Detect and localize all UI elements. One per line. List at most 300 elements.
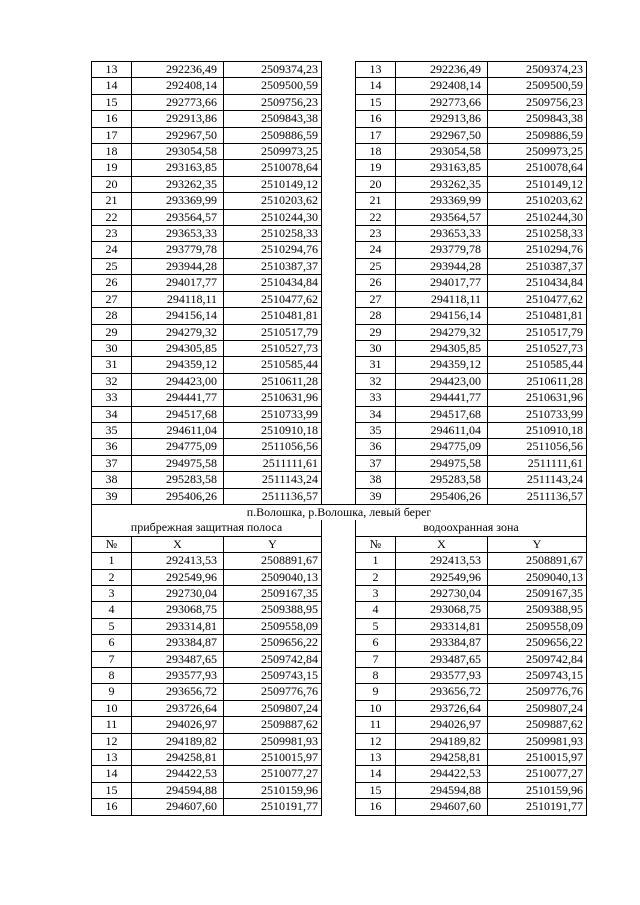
table-row (92, 684, 587, 700)
left-point-number: 27 (92, 291, 132, 307)
left-x-value: 294441,77 (132, 390, 224, 406)
left-x-value: 294594,88 (132, 782, 224, 798)
left-header-number: № (92, 536, 132, 552)
right-point-number: 29 (356, 324, 396, 340)
left-header-x: X (132, 536, 224, 552)
left-x-value: 294607,60 (132, 799, 224, 815)
table-row (92, 160, 587, 176)
right-y-value: 2508891,67 (488, 553, 587, 569)
table-row (92, 62, 587, 78)
right-x-value: 293369,99 (396, 193, 488, 209)
right-point-number: 21 (356, 193, 396, 209)
left-point-number: 34 (92, 406, 132, 422)
section-title: п.Волошка, р.Волошка, левый берег (92, 504, 587, 520)
left-y-value: 2510387,37 (224, 258, 322, 274)
left-y-value: 2509807,24 (224, 700, 322, 716)
right-y-value: 2509807,24 (488, 700, 587, 716)
right-y-value: 2510631,96 (488, 390, 587, 406)
left-x-value: 293577,93 (132, 668, 224, 684)
left-point-number: 29 (92, 324, 132, 340)
right-point-number: 36 (356, 439, 396, 455)
right-point-number: 23 (356, 226, 396, 242)
left-x-value: 293163,85 (132, 160, 224, 176)
right-y-value: 2510159,96 (488, 782, 587, 798)
left-y-value: 2509981,93 (224, 733, 322, 749)
left-x-value: 293656,72 (132, 684, 224, 700)
column-gap (322, 488, 356, 504)
table-row (92, 618, 587, 634)
left-point-number: 9 (92, 684, 132, 700)
left-point-number: 8 (92, 668, 132, 684)
table-row (92, 324, 587, 340)
left-point-number: 25 (92, 258, 132, 274)
column-gap (322, 127, 356, 143)
table-row (92, 340, 587, 356)
right-x-value: 294775,09 (396, 439, 488, 455)
left-y-value: 2509843,38 (224, 111, 322, 127)
table-row (92, 439, 587, 455)
right-y-value: 2509742,84 (488, 651, 587, 667)
left-point-number: 37 (92, 455, 132, 471)
right-y-value: 2510203,62 (488, 193, 587, 209)
right-point-number: 4 (356, 602, 396, 618)
right-y-value: 2511143,24 (488, 472, 587, 488)
upper-coordinates-section (92, 62, 587, 505)
column-gap (322, 455, 356, 471)
right-y-value: 2510481,81 (488, 308, 587, 324)
left-point-number: 1 (92, 553, 132, 569)
column-gap (322, 291, 356, 307)
left-y-value: 2509973,25 (224, 144, 322, 160)
column-gap (322, 94, 356, 110)
left-x-value: 292236,49 (132, 62, 224, 78)
left-y-value: 2510631,96 (224, 390, 322, 406)
right-y-value: 2509843,38 (488, 111, 587, 127)
column-gap (322, 193, 356, 209)
left-y-value: 2511111,61 (224, 455, 322, 471)
right-y-value: 2510258,33 (488, 226, 587, 242)
table-row (92, 668, 587, 684)
table-row (92, 717, 587, 733)
column-gap (322, 618, 356, 634)
right-y-value: 2511056,56 (488, 439, 587, 455)
right-x-value: 294189,82 (396, 733, 488, 749)
column-gap (322, 226, 356, 242)
right-y-value: 2510517,79 (488, 324, 587, 340)
right-x-value: 292236,49 (396, 62, 488, 78)
left-y-value: 2509558,09 (224, 618, 322, 634)
left-y-value: 2509743,15 (224, 668, 322, 684)
right-y-value: 2510077,27 (488, 766, 587, 782)
right-y-value: 2509500,59 (488, 78, 587, 94)
right-x-value: 292408,14 (396, 78, 488, 94)
right-x-value: 293262,35 (396, 176, 488, 192)
left-x-value: 293779,78 (132, 242, 224, 258)
column-gap (322, 782, 356, 798)
column-gap (322, 553, 356, 569)
column-gap (322, 766, 356, 782)
right-point-number: 17 (356, 127, 396, 143)
right-x-value: 294423,00 (396, 373, 488, 389)
column-gap (322, 651, 356, 667)
table-row (92, 209, 587, 225)
table-row (92, 226, 587, 242)
right-y-value: 2510477,62 (488, 291, 587, 307)
column-gap (322, 569, 356, 585)
column-gap (322, 144, 356, 160)
left-point-number: 15 (92, 782, 132, 798)
left-x-value: 294517,68 (132, 406, 224, 422)
left-x-value: 293726,64 (132, 700, 224, 716)
table-row (92, 127, 587, 143)
left-point-number: 32 (92, 373, 132, 389)
left-y-value: 2510585,44 (224, 357, 322, 373)
left-y-value: 2510294,76 (224, 242, 322, 258)
right-y-value: 2511111,61 (488, 455, 587, 471)
left-y-value: 2510517,79 (224, 324, 322, 340)
left-zone-label: прибрежная защитная полоса (92, 520, 322, 536)
left-x-value: 294975,58 (132, 455, 224, 471)
right-y-value: 2509167,35 (488, 586, 587, 602)
left-y-value: 2509388,95 (224, 602, 322, 618)
table-row (92, 472, 587, 488)
left-point-number: 13 (92, 750, 132, 766)
left-point-number: 12 (92, 733, 132, 749)
right-point-number: 10 (356, 700, 396, 716)
right-x-value: 294359,12 (396, 357, 488, 373)
column-gap (322, 635, 356, 651)
right-point-number: 24 (356, 242, 396, 258)
right-x-value: 294026,97 (396, 717, 488, 733)
table-row (92, 651, 587, 667)
right-point-number: 25 (356, 258, 396, 274)
right-y-value: 2509887,62 (488, 717, 587, 733)
column-gap (322, 373, 356, 389)
left-y-value: 2509887,62 (224, 717, 322, 733)
table-row (92, 176, 587, 192)
left-x-value: 294156,14 (132, 308, 224, 324)
left-x-value: 292967,50 (132, 127, 224, 143)
right-point-number: 12 (356, 733, 396, 749)
right-y-value: 2511136,57 (488, 488, 587, 504)
lower-coordinates-section (92, 553, 587, 816)
left-x-value: 292913,86 (132, 111, 224, 127)
left-x-value: 294611,04 (132, 422, 224, 438)
left-point-number: 2 (92, 569, 132, 585)
column-gap (322, 733, 356, 749)
left-y-value: 2511143,24 (224, 472, 322, 488)
left-x-value: 294258,81 (132, 750, 224, 766)
right-y-value: 2510733,99 (488, 406, 587, 422)
table-row (92, 111, 587, 127)
column-gap (322, 799, 356, 815)
table-row (92, 422, 587, 438)
right-y-value: 2509776,76 (488, 684, 587, 700)
left-point-number: 18 (92, 144, 132, 160)
right-point-number: 37 (356, 455, 396, 471)
column-gap (322, 700, 356, 716)
right-x-value: 293656,72 (396, 684, 488, 700)
right-point-number: 16 (356, 111, 396, 127)
left-point-number: 14 (92, 766, 132, 782)
table-row (92, 733, 587, 749)
left-x-value: 293944,28 (132, 258, 224, 274)
column-gap (322, 472, 356, 488)
right-y-value: 2509374,23 (488, 62, 587, 78)
left-y-value: 2509167,35 (224, 586, 322, 602)
left-point-number: 36 (92, 439, 132, 455)
right-x-value: 294611,04 (396, 422, 488, 438)
section-header (92, 504, 587, 552)
right-point-number: 27 (356, 291, 396, 307)
left-y-value: 2510477,62 (224, 291, 322, 307)
left-x-value: 292773,66 (132, 94, 224, 110)
right-point-number: 13 (356, 750, 396, 766)
left-y-value: 2510077,27 (224, 766, 322, 782)
table-row (92, 750, 587, 766)
column-gap (322, 750, 356, 766)
right-x-value: 294441,77 (396, 390, 488, 406)
left-x-value: 294189,82 (132, 733, 224, 749)
column-gap (322, 176, 356, 192)
right-point-number: 32 (356, 373, 396, 389)
left-point-number: 7 (92, 651, 132, 667)
left-y-value: 2510078,64 (224, 160, 322, 176)
left-y-value: 2510258,33 (224, 226, 322, 242)
left-x-value: 294423,00 (132, 373, 224, 389)
table-row (92, 193, 587, 209)
left-point-number: 35 (92, 422, 132, 438)
right-x-value: 293577,93 (396, 668, 488, 684)
left-x-value: 294775,09 (132, 439, 224, 455)
right-x-value: 293068,75 (396, 602, 488, 618)
table-row (92, 94, 587, 110)
table-row (92, 700, 587, 716)
right-point-number: 8 (356, 668, 396, 684)
column-gap (322, 62, 356, 78)
left-y-value: 2509886,59 (224, 127, 322, 143)
right-point-number: 16 (356, 799, 396, 815)
column-gap (322, 406, 356, 422)
right-x-value: 294017,77 (396, 275, 488, 291)
left-x-value: 294422,53 (132, 766, 224, 782)
right-x-value: 292967,50 (396, 127, 488, 143)
left-x-value: 292549,96 (132, 569, 224, 585)
right-x-value: 295406,26 (396, 488, 488, 504)
right-point-number: 6 (356, 635, 396, 651)
left-y-value: 2509776,76 (224, 684, 322, 700)
column-gap (322, 258, 356, 274)
right-header-y: Y (488, 536, 587, 552)
right-x-value: 294607,60 (396, 799, 488, 815)
left-x-value: 295406,26 (132, 488, 224, 504)
right-x-value: 293944,28 (396, 258, 488, 274)
right-point-number: 15 (356, 782, 396, 798)
right-point-number: 11 (356, 717, 396, 733)
left-point-number: 33 (92, 390, 132, 406)
left-point-number: 38 (92, 472, 132, 488)
right-point-number: 35 (356, 422, 396, 438)
column-gap (322, 684, 356, 700)
table-row (92, 799, 587, 815)
right-point-number: 14 (356, 766, 396, 782)
left-x-value: 294359,12 (132, 357, 224, 373)
right-x-value: 294594,88 (396, 782, 488, 798)
left-point-number: 13 (92, 62, 132, 78)
right-point-number: 1 (356, 553, 396, 569)
left-x-value: 293487,65 (132, 651, 224, 667)
right-x-value: 293564,57 (396, 209, 488, 225)
left-point-number: 6 (92, 635, 132, 651)
table-row (92, 308, 587, 324)
left-point-number: 31 (92, 357, 132, 373)
left-point-number: 20 (92, 176, 132, 192)
table-row (92, 275, 587, 291)
column-gap (322, 209, 356, 225)
right-y-value: 2509886,59 (488, 127, 587, 143)
left-point-number: 4 (92, 602, 132, 618)
left-y-value: 2509374,23 (224, 62, 322, 78)
right-y-value: 2510387,37 (488, 258, 587, 274)
right-x-value: 295283,58 (396, 472, 488, 488)
left-x-value: 294279,32 (132, 324, 224, 340)
left-point-number: 10 (92, 700, 132, 716)
right-x-value: 294975,58 (396, 455, 488, 471)
left-point-number: 23 (92, 226, 132, 242)
column-gap (322, 308, 356, 324)
left-point-number: 16 (92, 799, 132, 815)
column-gap (322, 111, 356, 127)
left-y-value: 2509500,59 (224, 78, 322, 94)
right-x-value: 292730,04 (396, 586, 488, 602)
right-y-value: 2509388,95 (488, 602, 587, 618)
column-gap (322, 78, 356, 94)
left-point-number: 30 (92, 340, 132, 356)
left-x-value: 292730,04 (132, 586, 224, 602)
column-gap (322, 422, 356, 438)
left-point-number: 24 (92, 242, 132, 258)
right-x-value: 294305,85 (396, 340, 488, 356)
right-point-number: 38 (356, 472, 396, 488)
right-x-value: 292773,66 (396, 94, 488, 110)
left-x-value: 295283,58 (132, 472, 224, 488)
right-point-number: 2 (356, 569, 396, 585)
left-x-value: 293054,58 (132, 144, 224, 160)
right-x-value: 293314,81 (396, 618, 488, 634)
right-x-value: 293653,33 (396, 226, 488, 242)
right-point-number: 3 (356, 586, 396, 602)
right-y-value: 2509743,15 (488, 668, 587, 684)
table-row (92, 602, 587, 618)
left-point-number: 21 (92, 193, 132, 209)
table-row (92, 357, 587, 373)
table-row (92, 553, 587, 569)
left-x-value: 293068,75 (132, 602, 224, 618)
left-y-value: 2510244,30 (224, 209, 322, 225)
right-point-number: 34 (356, 406, 396, 422)
table-row (92, 291, 587, 307)
table-row (92, 635, 587, 651)
left-y-value: 2509756,23 (224, 94, 322, 110)
right-x-value: 293726,64 (396, 700, 488, 716)
left-point-number: 15 (92, 94, 132, 110)
left-x-value: 294118,11 (132, 291, 224, 307)
right-y-value: 2509973,25 (488, 144, 587, 160)
left-point-number: 26 (92, 275, 132, 291)
right-x-value: 293779,78 (396, 242, 488, 258)
left-y-value: 2509656,22 (224, 635, 322, 651)
right-y-value: 2510294,76 (488, 242, 587, 258)
left-y-value: 2508891,67 (224, 553, 322, 569)
right-x-value: 294517,68 (396, 406, 488, 422)
left-point-number: 5 (92, 618, 132, 634)
right-point-number: 31 (356, 357, 396, 373)
right-y-value: 2510611,28 (488, 373, 587, 389)
column-gap (322, 242, 356, 258)
right-header-x: X (396, 536, 488, 552)
column-gap (322, 324, 356, 340)
left-y-value: 2510733,99 (224, 406, 322, 422)
table-row (92, 144, 587, 160)
table-row (92, 782, 587, 798)
left-y-value: 2510434,84 (224, 275, 322, 291)
right-y-value: 2509656,22 (488, 635, 587, 651)
left-y-value: 2510191,77 (224, 799, 322, 815)
coordinates-table (91, 61, 587, 816)
left-x-value: 292413,53 (132, 553, 224, 569)
right-header-number: № (356, 536, 396, 552)
column-gap (322, 439, 356, 455)
right-x-value: 294118,11 (396, 291, 488, 307)
left-x-value: 293262,35 (132, 176, 224, 192)
left-y-value: 2510159,96 (224, 782, 322, 798)
right-point-number: 30 (356, 340, 396, 356)
left-x-value: 294305,85 (132, 340, 224, 356)
right-x-value: 292413,53 (396, 553, 488, 569)
table-row (92, 766, 587, 782)
table-row (92, 488, 587, 504)
right-point-number: 13 (356, 62, 396, 78)
right-x-value: 293384,87 (396, 635, 488, 651)
right-point-number: 39 (356, 488, 396, 504)
left-y-value: 2509040,13 (224, 569, 322, 585)
column-gap (322, 536, 356, 552)
left-y-value: 2510527,73 (224, 340, 322, 356)
left-point-number: 28 (92, 308, 132, 324)
table-row (92, 406, 587, 422)
left-point-number: 17 (92, 127, 132, 143)
right-x-value: 294422,53 (396, 766, 488, 782)
column-gap (322, 668, 356, 684)
right-x-value: 293054,58 (396, 144, 488, 160)
left-x-value: 293384,87 (132, 635, 224, 651)
left-point-number: 22 (92, 209, 132, 225)
right-y-value: 2510585,44 (488, 357, 587, 373)
right-x-value: 294279,32 (396, 324, 488, 340)
right-y-value: 2510527,73 (488, 340, 587, 356)
right-point-number: 28 (356, 308, 396, 324)
right-point-number: 26 (356, 275, 396, 291)
right-point-number: 19 (356, 160, 396, 176)
right-x-value: 294156,14 (396, 308, 488, 324)
table-row (92, 455, 587, 471)
left-y-value: 2510910,18 (224, 422, 322, 438)
right-point-number: 7 (356, 651, 396, 667)
table-row (92, 258, 587, 274)
left-point-number: 14 (92, 78, 132, 94)
right-point-number: 33 (356, 390, 396, 406)
left-point-number: 39 (92, 488, 132, 504)
